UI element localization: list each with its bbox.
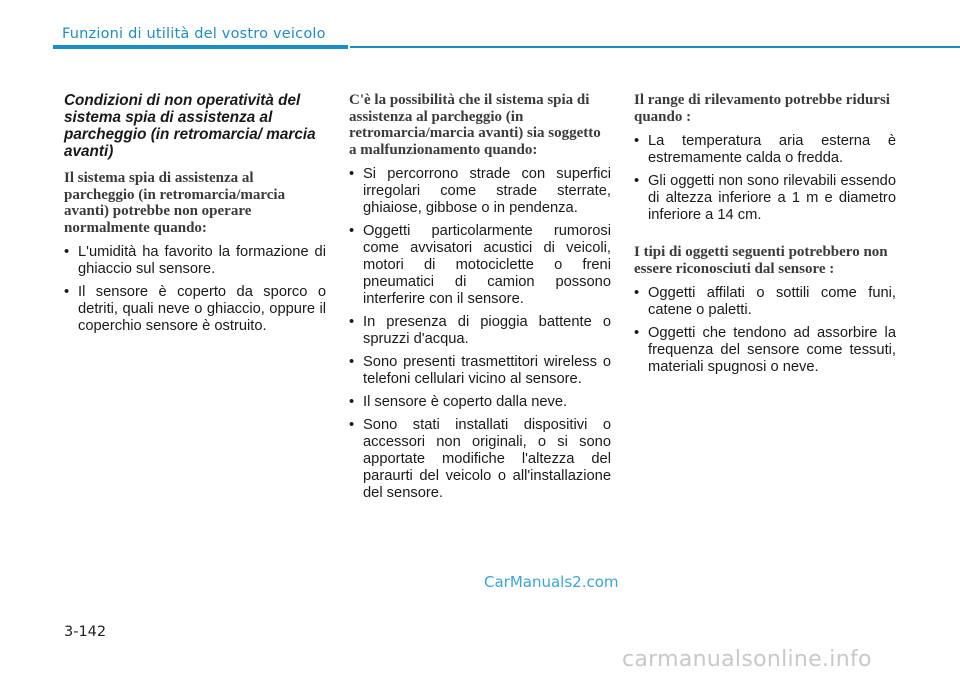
column-right	[634, 92, 896, 382]
subheading-malfunction: C'è la possibilità che il sistema spia di assistenza al parcheggio (in retromarcia/marcia avanti) sia soggetto a malfunzionamento quando:	[349, 92, 601, 158]
bullet-list	[634, 133, 896, 224]
subheading-range: Il range di rilevamento potrebbe ridursi quando :	[634, 92, 890, 125]
subheading-conditions: Il sistema spia di assistenza al parcheggio (in retromarcia/marcia avanti) potrebbe non operare normalmente quando:	[64, 170, 286, 236]
bullet-list	[349, 166, 611, 502]
header-rule-thick	[53, 45, 348, 49]
list-item: • Oggetti che tendono ad assorbire la frequenza del sensore come tessuti, materiali spugnosi o neve.	[634, 325, 896, 376]
list-item: • Si percorrono strade con superfici irregolari come strade sterrate, ghiaiose, gibbose o in pendenza.	[349, 166, 611, 217]
column-left	[64, 92, 326, 341]
watermark-link[interactable]: CarManuals2.com	[484, 573, 619, 591]
list-item: • La temperatura aria esterna è estremamente calda o fredda.	[634, 133, 896, 167]
list-item: • Sono presenti trasmettitori wireless o telefoni cellulari vicino al sensore.	[349, 354, 611, 388]
section-header-title: Funzioni di utilità del vostro veicolo	[62, 26, 326, 42]
footer-watermark: carmanualsonline.info	[622, 647, 872, 672]
list-item: • Il sensore è coperto dalla neve.	[349, 394, 611, 411]
subheading-objects: I tipi di oggetti seguenti potrebbero non essere riconosciuti dal sensore :	[634, 244, 888, 277]
bullet-list	[64, 244, 326, 335]
list-item: • Il sensore è coperto da sporco o detriti, quali neve o ghiaccio, oppure il coperchio sensore è ostruito.	[64, 284, 326, 335]
list-item: • Oggetti affilati o sottili come funi, catene o paletti.	[634, 285, 896, 319]
list-item: • Oggetti particolarmente rumorosi come avvisatori acustici di veicoli, motori di motociclette o freni pneumatici di camion possono interferire con il sensore.	[349, 223, 611, 308]
list-item: • L'umidità ha favorito la formazione di ghiaccio sul sensore.	[64, 244, 326, 278]
list-item: • Sono stati installati dispositivi o accessori non originali, o si sono apportate modifiche l'altezza del paraurti del veicolo o all'installazione del sensore.	[349, 417, 611, 502]
list-item: • In presenza di pioggia battente o spruzzi d'acqua.	[349, 314, 611, 348]
header-rule-thin	[350, 46, 960, 48]
page-number: 3-142	[64, 624, 107, 640]
bullet-list	[634, 285, 896, 376]
column-middle	[349, 92, 611, 508]
section-title: Condizioni di non operatività del sistema spia di assistenza al parcheggio (in retromarcia/ marcia avanti)	[64, 92, 316, 160]
list-item: • Gli oggetti non sono rilevabili essendo di altezza inferiore a 1 m e diametro inferiore a 14 cm.	[634, 173, 896, 224]
